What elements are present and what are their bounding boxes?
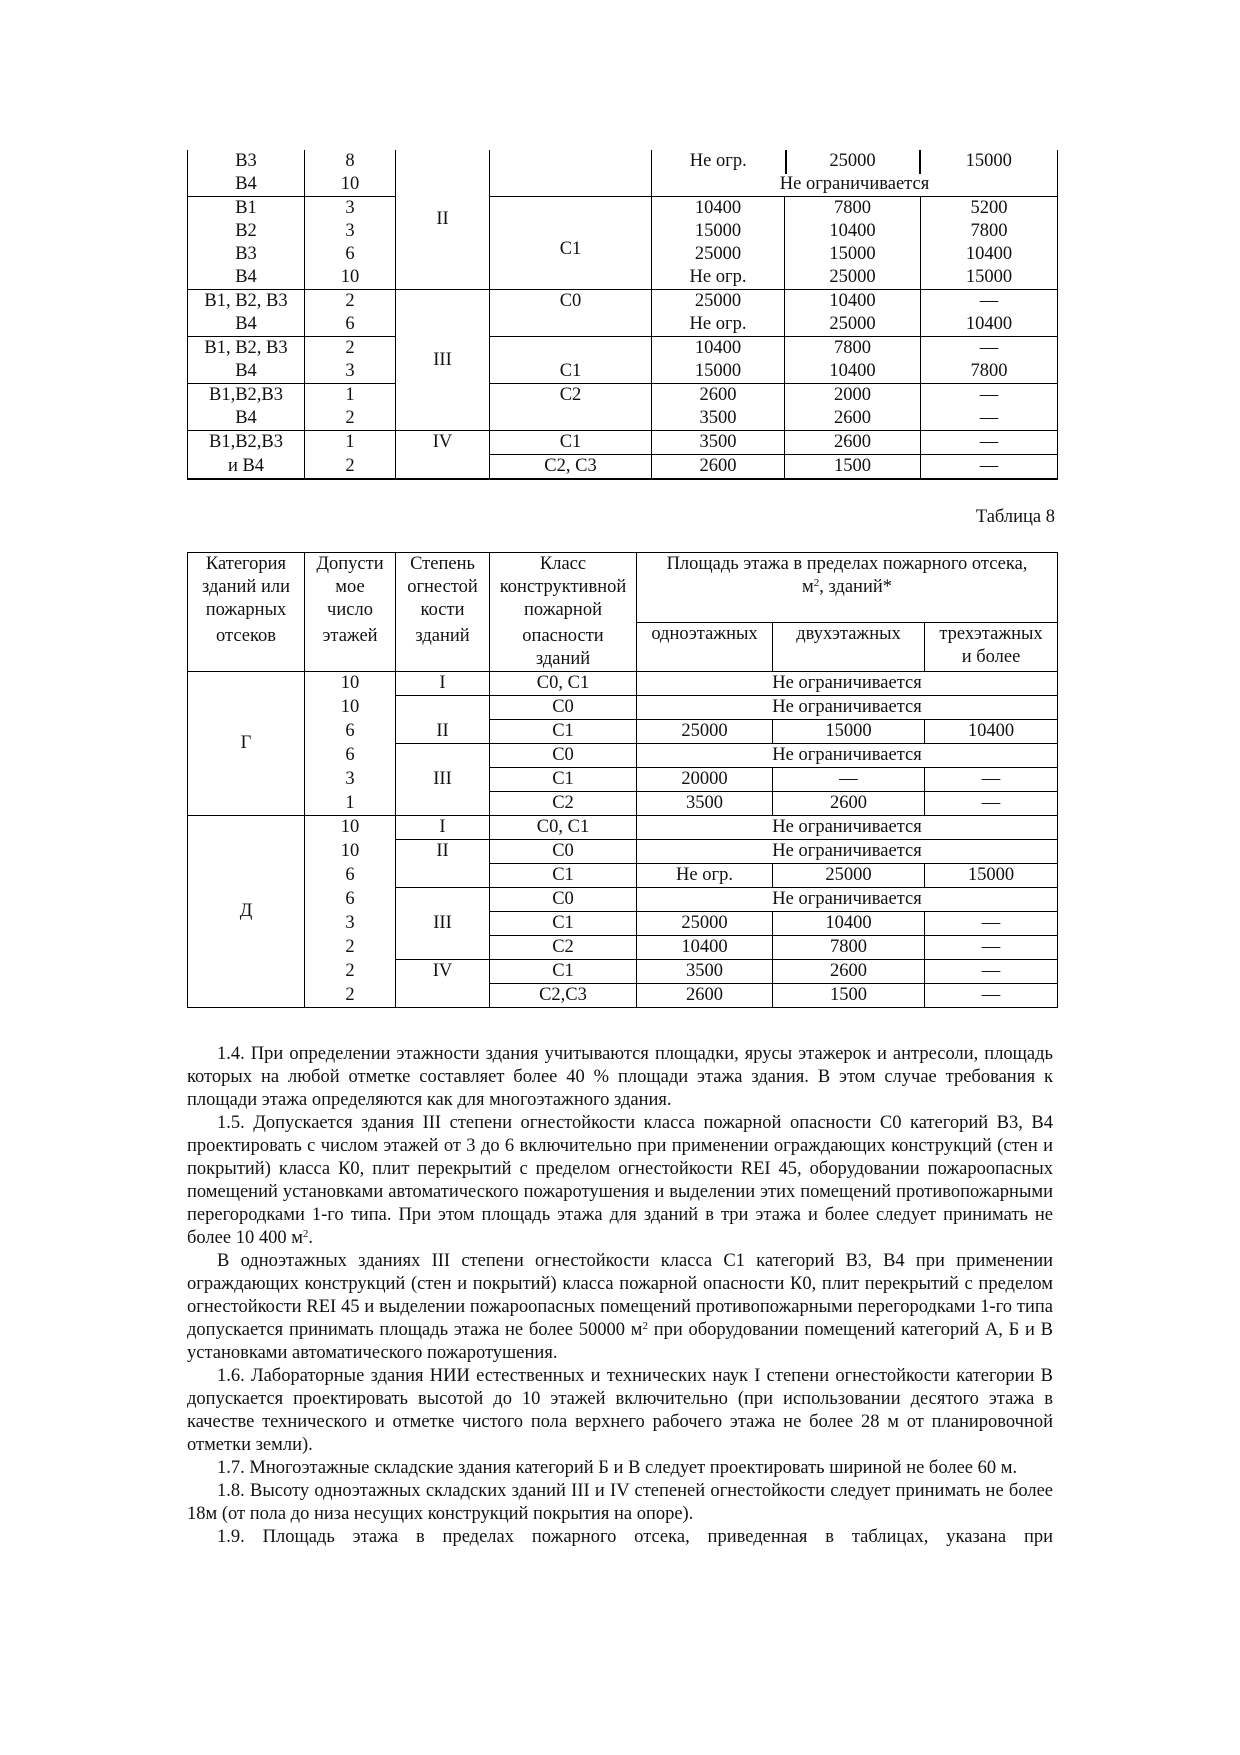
table-row [188,936,1058,960]
class-cell: С1 [490,720,637,744]
table-row [188,173,1058,197]
floors-cell: 6 [305,864,396,888]
category-cell: В4 [188,313,305,337]
area-span-cell: Не ограничивается [652,173,1058,197]
floors-cell: 2 [305,407,396,431]
area-two-cell: 2600 [773,792,925,816]
area-three-cell: — [925,912,1058,936]
table-8 [187,552,1058,1008]
table-row [188,984,1058,1008]
area-one-cell: 25000 [652,243,785,266]
class-cell: С0, С1 [490,816,637,840]
category-cell: В4 [188,173,305,197]
area-three-cell: 15000 [925,864,1058,888]
area-three-cell: 15000 [921,150,1058,173]
area-two-cell: 25000 [785,150,921,173]
category-cell: В1 [188,197,305,221]
category-cell: и В4 [188,455,305,480]
floors-cell: 2 [305,455,396,480]
floors-cell: 10 [305,672,396,696]
area-three-cell: — [925,984,1058,1008]
class-cell: С0 [490,888,637,912]
floors-cell: 10 [305,696,396,720]
area-span-cell: Не ограничивается [637,744,1058,768]
class-cell: С2 [490,792,637,816]
paragraph-1-5b: В одноэтажных зданиях III степени огнестойкости класса С1 категорий В3, В4 при применении ограждающих конструкций (стен и покрытий) класса пожарной опасности К0, плит перекрытий с пределом огнестойкости REI 45 и выделении пожароопасных помещений противопожарными перегородками 1-го типа допускается принимать площадь этажа не более 50000 $м^2$ при оборудовании помещений категорий А, Б и В установками автоматического пожаротушения. [187,1251,1053,1363]
area-three-cell: 10400 [921,313,1058,337]
class-cell: С2 [490,936,637,960]
table-caption: Таблица 8 [975,507,1055,527]
floors-cell: 2 [305,960,396,984]
top-table-body [188,150,1058,479]
degree-cell [396,864,490,888]
degree-cell: II [396,840,490,864]
area-three-cell: 10400 [921,243,1058,266]
table-row [188,960,1058,984]
area-three-cell: 10400 [925,720,1058,744]
category-cell: В1, В2, В3 [188,290,305,314]
area-two-cell: 2000 [785,384,921,408]
area-one-cell: 2600 [637,984,773,1008]
table-row [188,431,1058,455]
area-one-cell: 3500 [637,960,773,984]
area-span-cell: Не ограничивается [637,672,1058,696]
area-two-cell: 2600 [773,960,925,984]
class-cell: С1 [490,768,637,792]
column-tick-mark [919,150,921,174]
area-one-cell: 15000 [652,220,785,243]
degree-cell: II [396,150,490,290]
area-two-cell: 2600 [785,431,921,455]
header-degree: Степень огнестой кости зданий [396,553,490,672]
area-three-cell: — [921,431,1058,455]
floors-cell: 1 [305,431,396,455]
table-row [188,197,1058,221]
floors-cell: 6 [305,720,396,744]
category-cell: В1, В2, В3 [188,337,305,361]
class-cell [490,150,652,173]
class-cell: С1 [490,197,652,290]
column-tick-mark [785,150,787,174]
paragraph-1-9: 1.9. Площадь этажа в пределах пожарного отсека, приведенная в таблицах, указана при [217,1527,1053,1547]
header-row [188,553,1058,623]
degree-cell: IV [396,960,490,1008]
table-row [188,792,1058,816]
area-three-cell: — [921,337,1058,361]
area-three-cell: — [925,960,1058,984]
paragraph-1-6: 1.6. Лабораторные здания НИИ естественных и технических наук I степени огнестойкости категории В допускается проектировать высотой до 10 этажей включительно (при использовании десятого этажа в качестве технического и отметке чистого пола верхнего рабочего этажа не более 28 м от планировочной отметки земли). [187,1366,1053,1455]
area-span-cell: Не ограничивается [637,840,1058,864]
area-two-cell: 15000 [785,243,921,266]
area-three-cell: — [925,768,1058,792]
area-three-cell: — [925,792,1058,816]
area-one-cell: Не огр. [652,313,785,337]
class-cell: С1 [490,864,637,888]
category-cell: В1,В2,В3 [188,431,305,455]
floors-cell: 6 [305,744,396,768]
area-two-cell: 7800 [785,337,921,361]
area-two-cell: 15000 [773,720,925,744]
table-row [188,888,1058,912]
table-row [188,768,1058,792]
area-one-cell: 2600 [652,384,785,408]
area-one-cell: 3500 [652,431,785,455]
table-row [188,720,1058,744]
degree-cell: IV [396,431,490,480]
floors-cell: 1 [305,792,396,816]
floors-cell: 3 [305,768,396,792]
area-three-cell: — [921,455,1058,480]
area-two-cell: 25000 [785,313,921,337]
area-three-cell: — [921,384,1058,408]
paragraph-1-8: 1.8. Высоту одноэтажных складских зданий III и IV степеней огнестойкости следует принимать не более 18м (от пола до низа несущих конструкций покрытия на опоре). [187,1481,1053,1524]
category-cell: В4 [188,360,305,384]
table-row [188,672,1058,696]
floors-cell: 3 [305,360,396,384]
floors-cell: 6 [305,313,396,337]
class-cell: С1 [490,431,652,455]
floors-cell: 3 [305,912,396,936]
area-three-cell: — [921,290,1058,314]
area-one-cell: 3500 [652,407,785,431]
degree-cell: III [396,290,490,431]
area-two-cell: 10400 [785,290,921,314]
area-one-cell: 3500 [637,792,773,816]
degree-cell: III [396,888,490,960]
area-span-cell: Не ограничивается [637,696,1058,720]
floors-cell: 3 [305,220,396,243]
area-two-cell: 25000 [785,266,921,290]
class-cell: С1 [490,912,637,936]
header-three-storey: трехэтажных и более [925,623,1058,672]
category-cell: В1,В2,В3 [188,384,305,408]
header-category: Категория зданий или пожарных отсеков [188,553,305,672]
table-row [188,150,1058,173]
class-cell: С0 [490,840,637,864]
degree-cell: II [396,696,490,744]
top-table [187,150,1058,480]
table-row [188,840,1058,864]
header-one-storey: одноэтажных [637,623,773,672]
table-row [188,864,1058,888]
class-cell: С1 [490,337,652,384]
table-row [188,816,1058,840]
floors-cell: 10 [305,840,396,864]
class-cell: С0 [490,290,652,337]
paragraph-1-5a: 1.5. Допускается здания III степени огнестойкости класса пожарной опасности С0 категорий В3, В4 проектировать с числом этажей от 3 до 6 включительно при применении ограждающих конструкций (стен и покрытий) класса К0, плит перекрытий с пределом огнестойкости REI 45, оборудовании пожароопасных помещений установками автоматического пожаротушения и выделении этих помещений противопожарными перегородками 1-го типа. При этом площадь этажа для зданий в три этажа и более следует принимать не более 10 400 $м^2$. [187,1113,1053,1248]
class-cell [490,173,652,197]
area-three-cell: 15000 [921,266,1058,290]
area-two-cell: 1500 [785,455,921,480]
group-cell: Г [188,672,305,816]
area-two-cell: 10400 [785,220,921,243]
area-one-cell: Не огр. [652,266,785,290]
area-one-cell: 20000 [637,768,773,792]
area-one-cell: 25000 [652,290,785,314]
area-span-cell: Не ограничивается [637,888,1058,912]
class-cell: С0, С1 [490,672,637,696]
floors-cell: 2 [305,984,396,1008]
category-cell: В4 [188,407,305,431]
area-two-cell: 2600 [785,407,921,431]
class-cell: С1 [490,960,637,984]
floors-cell: 8 [305,150,396,173]
table-row [188,384,1058,408]
body-text [187,1043,1053,1549]
area-one-cell: 2600 [652,455,785,480]
area-two-cell: 10400 [773,912,925,936]
category-cell: В4 [188,266,305,290]
area-one-cell: Не огр. [637,864,773,888]
class-cell: С2, С3 [490,455,652,480]
area-three-cell: — [921,407,1058,431]
area-one-cell: Не огр. [652,150,785,173]
area-two-cell: 25000 [773,864,925,888]
degree-cell: I [396,816,490,840]
table-row [188,337,1058,361]
floors-cell: 10 [305,816,396,840]
category-cell: В3 [188,150,305,173]
table-row [188,290,1058,314]
area-three-cell: 5200 [921,197,1058,221]
table-row [188,696,1058,720]
class-cell: С2 [490,384,652,431]
area-one-cell: 10400 [637,936,773,960]
paragraph-1-7: 1.7. Многоэтажные складские здания категорий Б и В следует проектировать шириной не более 60 м. [217,1458,1018,1478]
area-one-cell: 10400 [652,197,785,221]
area-one-cell: 25000 [637,720,773,744]
floors-cell: 2 [305,337,396,361]
floors-cell: 10 [305,266,396,290]
area-three-cell: — [925,936,1058,960]
area-one-cell: 15000 [652,360,785,384]
degree-cell: I [396,672,490,696]
header-class: Класс конструктивной пожарной опасности зданий [490,553,637,672]
area-two-cell: 7800 [773,936,925,960]
paragraph-1-4: 1.4. При определении этажности здания учитываются площадки, ярусы этажерок и антресоли, площадь которых на любой отметке составляет более 40 % площади этажа здания. В этом случае требования к площади этажа определяются как для многоэтажного здания. [187,1044,1053,1110]
table-row [188,455,1058,480]
class-cell: С2,С3 [490,984,637,1008]
area-one-cell: 10400 [652,337,785,361]
area-two-cell: 10400 [785,360,921,384]
group-cell: Д [188,816,305,1008]
class-cell: С0 [490,744,637,768]
floors-cell: 1 [305,384,396,408]
floors-cell: 2 [305,290,396,314]
area-two-cell: 7800 [785,197,921,221]
floors-cell: 6 [305,888,396,912]
floors-cell: 6 [305,243,396,266]
header-area: Площадь этажа в пределах пожарного отсека, $м^2$, зданий* [637,553,1058,623]
category-cell: В3 [188,243,305,266]
class-cell: С0 [490,696,637,720]
area-two-cell: 1500 [773,984,925,1008]
area-one-cell: 25000 [637,912,773,936]
area-three-cell: 7800 [921,360,1058,384]
floors-cell: 10 [305,173,396,197]
degree-cell: III [396,744,490,816]
header-two-storey: двухэтажных [773,623,925,672]
table-row [188,912,1058,936]
area-three-cell: 7800 [921,220,1058,243]
header-floors: Допусти мое число этажей [305,553,396,672]
category-cell: В2 [188,220,305,243]
floors-cell: 3 [305,197,396,221]
table-row [188,744,1058,768]
area-span-cell: Не ограничивается [637,816,1058,840]
area-two-cell: — [773,768,925,792]
floors-cell: 2 [305,936,396,960]
